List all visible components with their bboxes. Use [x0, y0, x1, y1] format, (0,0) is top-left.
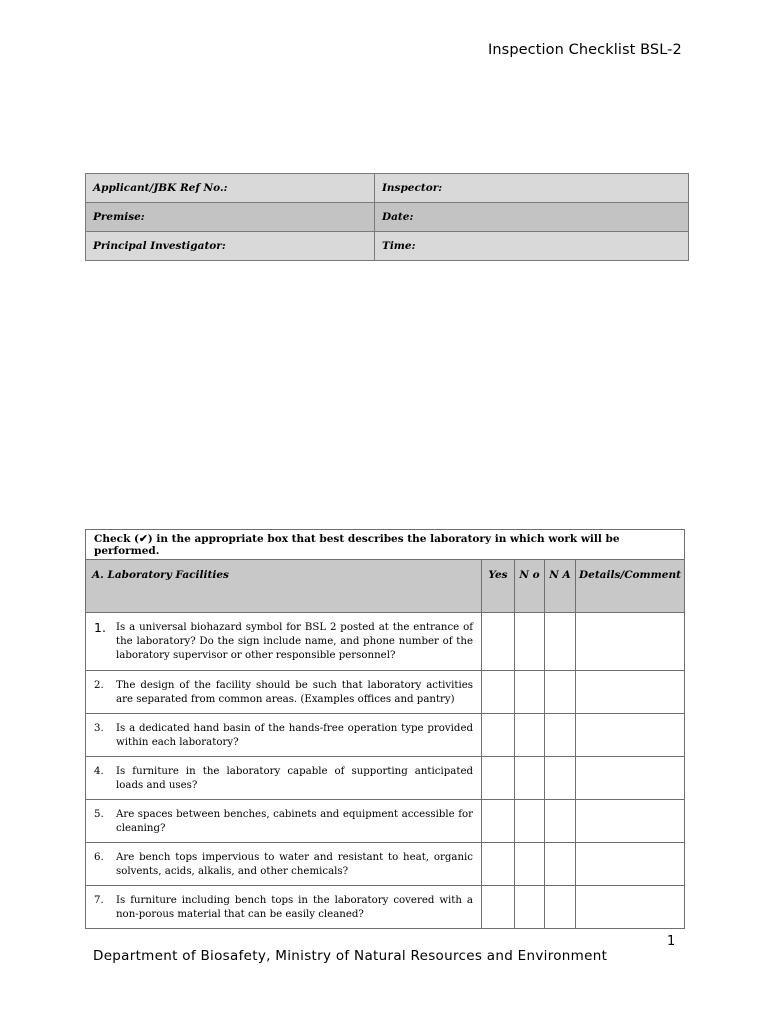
yes-checkbox[interactable] [482, 613, 515, 671]
question-number: 4. [94, 766, 104, 777]
no-checkbox[interactable] [515, 613, 545, 671]
applicant-ref-field[interactable] [86, 174, 375, 203]
details-comment-field[interactable] [576, 613, 685, 671]
question-number: 7. [94, 895, 104, 906]
no-checkbox[interactable] [515, 671, 545, 714]
column-header-no: N o [515, 560, 545, 613]
premise-field[interactable] [86, 203, 375, 232]
na-checkbox[interactable] [545, 757, 576, 800]
time-label: Time: [382, 240, 416, 252]
question-number: 3. [94, 723, 104, 734]
na-checkbox[interactable] [545, 886, 576, 929]
inspector-label: Inspector: [382, 182, 443, 194]
na-checkbox[interactable] [545, 800, 576, 843]
question-text: Is a universal biohazard symbol for BSL 2 posted at the entrance of the laboratory? Do the sign include name, and phone number of the laboratory supervisor or other responsible personnel? [116, 622, 473, 661]
checklist-row [86, 613, 685, 671]
department-footer: Department of Biosafety, Ministry of Natural Resources and Environment [93, 948, 608, 964]
checklist-row [86, 671, 685, 714]
checklist-row [86, 800, 685, 843]
column-header-yes: Yes [482, 560, 515, 613]
question-text: Is furniture including bench tops in the laboratory covered with a non-porous material that can be easily cleaned? [116, 895, 473, 920]
question-cell [86, 843, 482, 886]
no-checkbox[interactable] [515, 757, 545, 800]
question-cell [86, 886, 482, 929]
question-text: Is furniture in the laboratory capable of supporting anticipated loads and uses? [116, 766, 473, 791]
yes-checkbox[interactable] [482, 800, 515, 843]
question-cell [86, 613, 482, 671]
na-checkbox[interactable] [545, 613, 576, 671]
question-cell [86, 671, 482, 714]
no-checkbox[interactable] [515, 714, 545, 757]
laboratory-checklist-table [85, 529, 685, 929]
checklist-row [86, 886, 685, 929]
question-text: The design of the facility should be such that laboratory activities are separated from common areas. (Examples offices and pantry) [116, 680, 473, 705]
column-header-na: N A [545, 560, 576, 613]
yes-checkbox[interactable] [482, 714, 515, 757]
details-comment-field[interactable] [576, 800, 685, 843]
question-text: Are spaces between benches, cabinets and equipment accessible for cleaning? [116, 809, 473, 834]
checklist-instructions: Check (✔) in the appropriate box that best describes the laboratory in which work will be performed. [86, 530, 685, 560]
principal-investigator-field[interactable] [86, 232, 375, 261]
details-comment-field[interactable] [576, 714, 685, 757]
checklist-row [86, 843, 685, 886]
time-field[interactable] [375, 232, 689, 261]
no-checkbox[interactable] [515, 843, 545, 886]
question-number: 2. [94, 680, 104, 691]
column-header-details: Details/Comment [576, 560, 685, 613]
question-cell [86, 714, 482, 757]
no-checkbox[interactable] [515, 886, 545, 929]
na-checkbox[interactable] [545, 671, 576, 714]
yes-checkbox[interactable] [482, 757, 515, 800]
section-title: A. Laboratory Facilities [86, 560, 482, 613]
question-number: 1. [94, 620, 106, 635]
checklist-row [86, 757, 685, 800]
checklist-row [86, 714, 685, 757]
inspection-info-table [85, 173, 689, 261]
premise-label: Premise: [93, 211, 145, 223]
details-comment-field[interactable] [576, 671, 685, 714]
question-number: 6. [94, 852, 104, 863]
na-checkbox[interactable] [545, 843, 576, 886]
applicant-ref-label: Applicant/JBK Ref No.: [93, 182, 228, 194]
question-text: Is a dedicated hand basin of the hands-free operation type provided within each laboratory? [116, 723, 473, 748]
date-field[interactable] [375, 203, 689, 232]
document-header-title: Inspection Checklist BSL-2 [488, 42, 682, 58]
date-label: Date: [382, 211, 414, 223]
na-checkbox[interactable] [545, 714, 576, 757]
yes-checkbox[interactable] [482, 843, 515, 886]
details-comment-field[interactable] [576, 843, 685, 886]
principal-investigator-label: Principal Investigator: [93, 240, 226, 252]
no-checkbox[interactable] [515, 800, 545, 843]
question-text: Are bench tops impervious to water and resistant to heat, organic solvents, acids, alkalis, and other chemicals? [116, 852, 473, 877]
details-comment-field[interactable] [576, 886, 685, 929]
yes-checkbox[interactable] [482, 886, 515, 929]
question-number: 5. [94, 809, 104, 820]
details-comment-field[interactable] [576, 757, 685, 800]
question-cell [86, 757, 482, 800]
yes-checkbox[interactable] [482, 671, 515, 714]
page-number: 1 [667, 934, 676, 949]
inspector-field[interactable] [375, 174, 689, 203]
question-cell [86, 800, 482, 843]
